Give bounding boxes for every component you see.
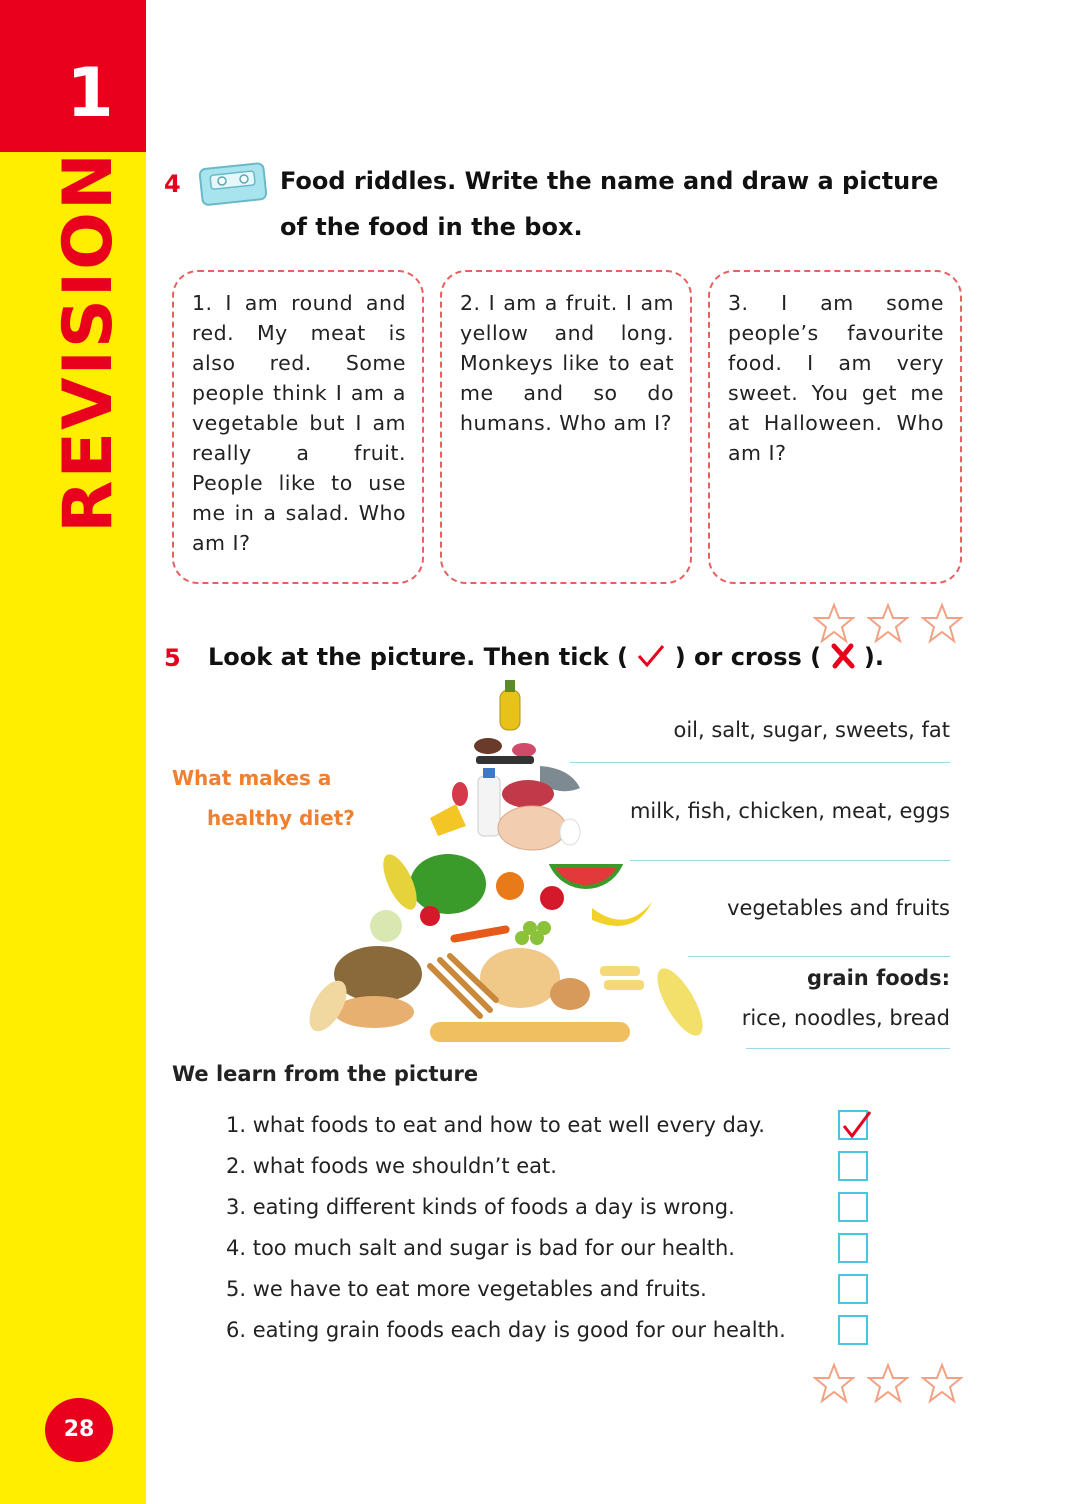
banana-icon: [592, 902, 652, 926]
page-number: 28: [45, 1398, 113, 1462]
checkbox-4[interactable]: [838, 1233, 868, 1263]
checkbox-3[interactable]: [838, 1192, 868, 1222]
cheese-icon: [430, 804, 466, 836]
grapes-icon: [515, 921, 551, 945]
pyramid-divider: [746, 1048, 950, 1049]
cassette-icon: [198, 160, 270, 206]
exercise-4-title-line2: of the food in the box.: [280, 213, 583, 241]
pita-icon: [334, 996, 414, 1028]
learn-heading: We learn from the picture: [172, 1062, 479, 1086]
riddle-box-3[interactable]: [708, 270, 962, 584]
pyramid-divider: [630, 860, 950, 861]
pyramid-level-protein: milk, fish, chicken, meat, eggs: [629, 799, 950, 823]
tomato-icon: [420, 906, 440, 926]
star-icon: [923, 1365, 961, 1401]
exercise-5-title: [208, 634, 884, 680]
statement-2: 2. what foods we shouldn’t eat.: [226, 1154, 557, 1178]
pyramid-level-veg-fruit: vegetables and fruits: [727, 896, 950, 920]
food-pyramid-image: [300, 676, 730, 1048]
statement-4: 4. too much salt and sugar is bad for our health.: [226, 1236, 735, 1260]
statement-5: 5. we have to eat more vegetables and fruits.: [226, 1277, 707, 1301]
star-icon: [869, 1365, 907, 1401]
cabbage-icon: [370, 910, 402, 942]
title-part: ) or cross (: [674, 643, 822, 671]
riddle-box-2[interactable]: [440, 270, 692, 584]
baguette-icon: [430, 1022, 630, 1042]
rating-stars[interactable]: [812, 1362, 964, 1406]
diet-question-line1: What makes a: [172, 766, 332, 790]
unit-number: 1: [66, 54, 114, 133]
apple-icon: [540, 886, 564, 910]
bagel-icon: [550, 978, 590, 1010]
chicken-icon: [498, 806, 566, 850]
pyramid-divider: [688, 956, 950, 957]
meat-icon: [502, 780, 554, 808]
pyramid-divider: [570, 762, 950, 763]
exercise-4-number: 4: [164, 170, 181, 198]
statement-1: 1. what foods to eat and how to eat well every day.: [226, 1113, 765, 1137]
watermelon-icon: [552, 866, 620, 887]
orange-icon: [496, 872, 524, 900]
corn-cob-icon: [649, 962, 711, 1042]
revision-label: REVISION: [49, 151, 128, 533]
tick-icon: [636, 643, 666, 669]
riddle-text: 1. I am round and red. My meat is also red. Some people think I am a vegetable but I am really a fruit. People like to use me in a salad. Who am I?: [192, 291, 406, 555]
riddle-text: 3. I am some people’s favourite food. I am very sweet. You get me at Halloween. Who am I?: [728, 291, 944, 465]
yogurt-icon: [452, 782, 468, 806]
title-part: ).: [863, 643, 884, 671]
bread-loaf-icon: [334, 946, 422, 1002]
carrot-icon: [450, 925, 510, 943]
sweets-icon: [474, 738, 536, 764]
milk-bottle-icon: [478, 768, 500, 836]
checkbox-5[interactable]: [838, 1274, 868, 1304]
riddle-text: 2. I am a fruit. I am yellow and long. Monkeys like to eat me and so do humans. Who am I?: [460, 291, 674, 435]
pyramid-level-top: oil, salt, sugar, sweets, fat: [673, 718, 950, 742]
pyramid-level-grain-title: grain foods:: [807, 966, 950, 990]
riddle-box-1[interactable]: [172, 270, 424, 584]
checkbox-2[interactable]: [838, 1151, 868, 1181]
checkbox-1[interactable]: [838, 1110, 868, 1140]
star-icon: [815, 1365, 853, 1401]
checkbox-6[interactable]: [838, 1315, 868, 1345]
statement-6: 6. eating grain foods each day is good for our health.: [226, 1318, 786, 1342]
exercise-5-number: 5: [164, 644, 181, 672]
title-part: Look at the picture. Then tick (: [208, 643, 628, 671]
cross-icon: [830, 643, 856, 669]
oil-bottle-icon: [500, 680, 520, 730]
star-icon: [923, 605, 961, 641]
statement-3: 3. eating different kinds of foods a day is wrong.: [226, 1195, 735, 1219]
tick-icon: [840, 1108, 874, 1142]
exercise-4-title-line1: Food riddles. Write the name and draw a picture: [280, 167, 939, 195]
lettuce-icon: [410, 854, 486, 914]
pasta-icon: [600, 966, 644, 990]
pyramid-level-grain: rice, noodles, bread: [741, 1006, 950, 1030]
egg-icon: [560, 819, 580, 845]
diet-question-line2: healthy diet?: [207, 806, 355, 830]
